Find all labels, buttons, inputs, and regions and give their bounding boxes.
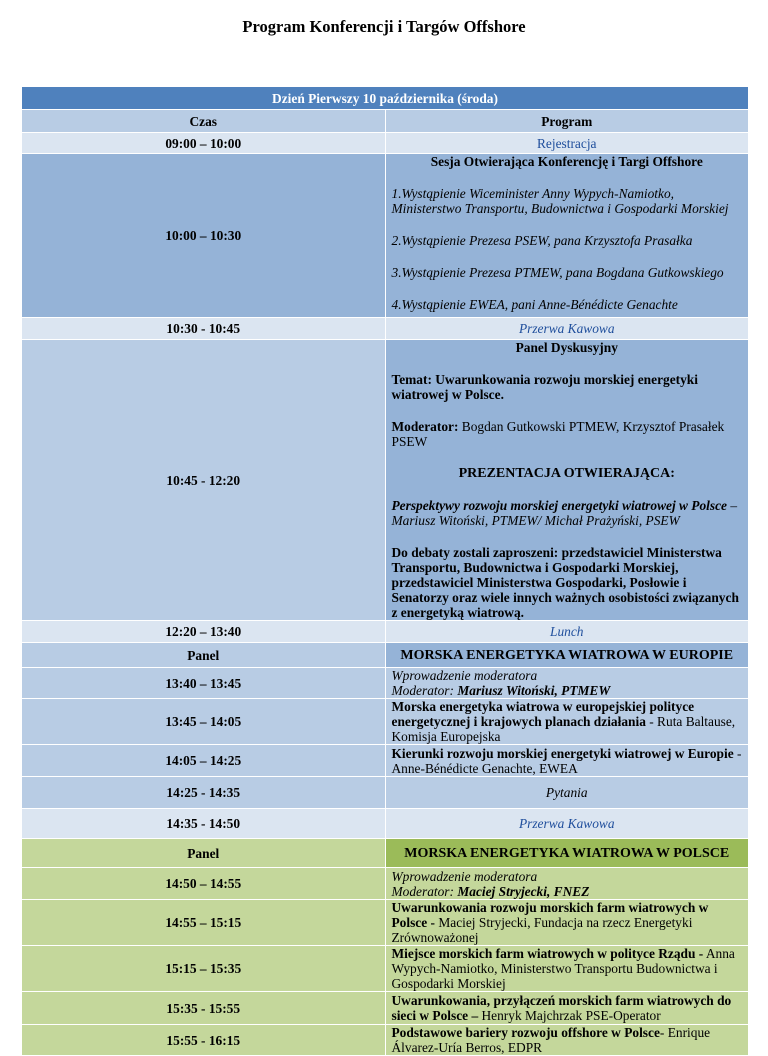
moderator-intro: Wprowadzenie moderatora	[391, 668, 538, 683]
presentation-speakers: – Mariusz Witoński, PTMEW/ Michał Prażyński, PSEW	[391, 498, 738, 528]
panel-header-row	[22, 839, 749, 868]
panel-heading: Panel Dyskusyjny	[515, 340, 618, 355]
talk-title: Uwarunkowania rozwoju morskich farm wiatrowych w Polsce -	[391, 900, 709, 930]
talk-title: Podstawowe bariery rozwoju offshore w Polsce	[391, 1025, 660, 1040]
table-row	[22, 992, 749, 1025]
talk-speaker: Maciej Stryjecki, Fundacja na rzecz Energetyki Zrównoważonej	[391, 915, 693, 945]
talk-title: Uwarunkowania, przyłączeń morskich farm wiatrowych do sieci w Polsce –	[391, 993, 732, 1023]
program-cell	[385, 699, 749, 745]
time-cell: 10:45 - 12:20	[22, 340, 386, 621]
talk-speaker: Henryk Majchrzak PSE-Operator	[478, 1008, 661, 1023]
program-cell	[385, 340, 749, 621]
moderator-line	[392, 884, 743, 899]
moderator-line	[392, 683, 743, 698]
panel-topic: Temat: Uwarunkowania rozwoju morskiej energetyki wiatrowej w Polsce.	[391, 372, 698, 402]
talk-title: Morska energetyka wiatrowa w europejskiej polityce energetycznej i krajowych planach działania	[391, 699, 695, 729]
presentation-title: Perspektywy rozwoju morskiej energetyki wiatrowej w Polsce	[391, 498, 727, 513]
panel-title: MORSKA ENERGETYKA WIATROWA W EUROPIE	[385, 643, 749, 668]
moderator-label: Moderator:	[391, 419, 459, 434]
talk-speaker: - Anne-Bénédicte Genachte, EWEA	[391, 745, 742, 776]
talk-speaker: - Ruta Baltause, Komisja Europejska	[391, 714, 736, 744]
session-item: 3.Wystąpienie Prezesa PTMEW, pana Bogdana Gutkowskiego	[391, 265, 724, 280]
time-cell: 14:50 – 14:55	[22, 868, 386, 900]
time-cell: 13:40 – 13:45	[22, 668, 386, 699]
table-row	[22, 809, 749, 839]
time-cell: 14:05 – 14:25	[22, 745, 386, 777]
table-row	[22, 133, 749, 154]
time-cell: 14:35 - 14:50	[22, 809, 386, 839]
program-cell: Przerwa Kawowa	[385, 318, 749, 340]
time-cell: 14:55 – 15:15	[22, 900, 386, 946]
talk-speaker: Anna Wypych-Namiotko, Ministerstwo Transportu Budownictwa i Gospodarki Morskiej	[391, 946, 735, 991]
debate-invitees: Do debaty zostali zaproszeni: przedstawiciel Ministerstwa Transportu, Budownictwa i Gospodarki Morskiej, przedstawiciel Ministerstwa Gospodarki, Posłowie i Senatorzy oraz wiele innych ważnych osobistości związanych z energetyką wiatrową.	[391, 545, 739, 620]
time-cell: 15:55 - 16:15	[22, 1025, 386, 1056]
program-cell: Przerwa Kawowa	[385, 809, 749, 839]
program-cell: Pytania	[385, 777, 749, 809]
col-program-header: Program	[385, 110, 749, 133]
program-cell: Rejestracja	[385, 133, 749, 154]
session-item: 2.Wystąpienie Prezesa PSEW, pana Krzysztofa Prasałka	[391, 233, 693, 248]
time-cell: 15:35 - 15:55	[22, 992, 386, 1025]
program-cell	[385, 154, 749, 318]
moderator-names: Bogdan Gutkowski PTMEW, Krzysztof Prasałek PSEW	[391, 419, 725, 449]
time-cell: 13:45 – 14:05	[22, 699, 386, 745]
time-cell: 12:20 – 13:40	[22, 621, 386, 643]
table-row	[22, 154, 749, 318]
session-heading: Sesja Otwierająca Konferencję i Targi Offshore	[430, 154, 703, 169]
table-row	[22, 745, 749, 777]
moderator-intro: Wprowadzenie moderatora	[391, 868, 538, 884]
opening-presentation	[392, 498, 743, 528]
table-row	[22, 1025, 749, 1056]
panel-label: Panel	[22, 643, 386, 668]
program-cell: Lunch	[385, 621, 749, 643]
time-cell: 10:30 - 10:45	[22, 318, 386, 340]
moderator-name: Maciej Stryjecki, FNEZ	[457, 883, 590, 899]
talk-title: Kierunki rozwoju morskiej energetyki wiatrowej w Europie	[391, 745, 734, 761]
panel-moderator	[392, 419, 743, 449]
program-cell	[385, 946, 749, 992]
time-cell: 14:25 - 14:35	[22, 777, 386, 809]
panel-title: MORSKA ENERGETYKA WIATROWA W POLSCE	[385, 839, 749, 868]
table-row	[22, 868, 749, 900]
talk-speaker: - Enrique Álvarez-Uría Berros, EDPR	[391, 1025, 711, 1055]
time-cell: 10:00 – 10:30	[22, 154, 386, 318]
time-cell: 09:00 – 10:00	[22, 133, 386, 154]
day-header-row	[22, 87, 749, 110]
table-row	[22, 668, 749, 699]
moderator-label: Moderator:	[391, 883, 458, 899]
moderator-name: Mariusz Witoński, PTMEW	[457, 683, 611, 698]
session-item: 4.Wystąpienie EWEA, pani Anne-Bénédicte Genachte	[391, 297, 678, 312]
table-row	[22, 318, 749, 340]
column-header-row	[22, 110, 749, 133]
program-cell	[385, 992, 749, 1025]
program-cell	[385, 1025, 749, 1056]
program-cell	[385, 900, 749, 946]
session-item: 1.Wystąpienie Wiceminister Anny Wypych-Namiotko, Ministerstwo Transportu, Budownictwa i Gospodarki Morskiej	[391, 186, 729, 216]
program-cell	[385, 868, 749, 900]
table-row	[22, 900, 749, 946]
panel-label: Panel	[22, 839, 386, 868]
table-row	[22, 777, 749, 809]
talk-title: Miejsce morskich farm wiatrowych w polityce Rządu -	[391, 946, 704, 961]
program-cell	[385, 668, 749, 699]
panel-header-row	[22, 643, 749, 668]
col-time-header: Czas	[22, 110, 386, 133]
moderator-label: Moderator:	[391, 683, 458, 698]
table-row	[22, 340, 749, 621]
program-cell	[385, 745, 749, 777]
table-row	[22, 946, 749, 992]
time-cell: 15:15 – 15:35	[22, 946, 386, 992]
opening-presentation-label: PREZENTACJA OTWIERAJĄCA:	[458, 466, 675, 481]
table-row	[22, 699, 749, 745]
program-table	[21, 86, 749, 1056]
day-header: Dzień Pierwszy 10 października (środa)	[22, 87, 749, 110]
table-row	[22, 621, 749, 643]
page-title: Program Konferencji i Targów Offshore	[242, 17, 526, 36]
